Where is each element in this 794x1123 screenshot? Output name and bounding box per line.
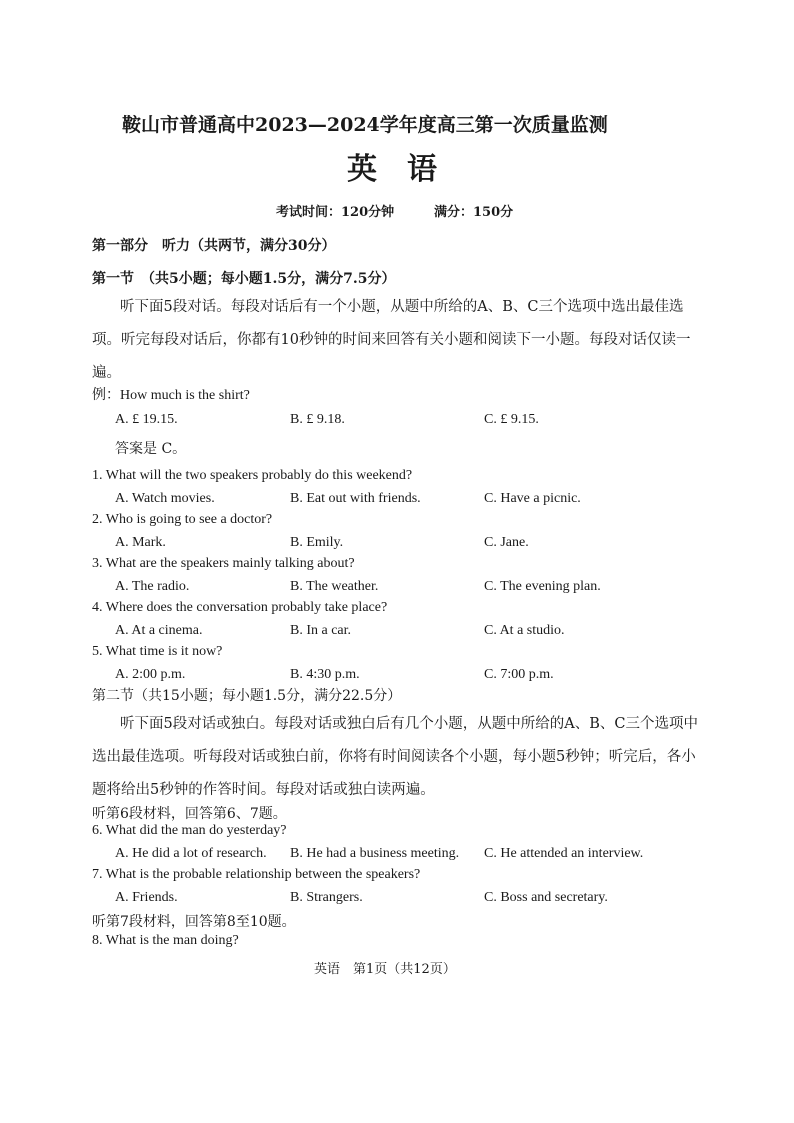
q1-option-a: A. Watch movies.: [115, 491, 215, 506]
q7-option-a: A. Friends.: [115, 890, 178, 905]
q1-option-b: B. Eat out with friends.: [290, 491, 421, 506]
material-7-note: 听第7段材料，回答第8至10题。: [92, 914, 296, 930]
q3-option-b: B. The weather.: [290, 579, 379, 594]
material-6-note: 听第6段材料，回答第6、7题。: [92, 806, 287, 822]
example-option-a: A. £ 19.15.: [115, 412, 178, 427]
question-3: 3. What are the speakers mainly talking about?: [92, 556, 355, 571]
q5-option-c: C. 7:00 p.m.: [484, 667, 554, 682]
question-6: 6. What did the man do yesterday?: [92, 823, 287, 838]
q6-option-b: B. He had a business meeting.: [290, 846, 460, 861]
page-footer: 英语 第1页（共12页）: [314, 962, 456, 977]
question-8: 8. What is the man doing?: [92, 933, 239, 948]
subject-title: 英语: [347, 152, 467, 187]
section2-instruction: 听下面5段对话或独白。每段对话或独白后有几个小题，从题中所给的A、B、C三个选项中选出最佳选项。听每段对话或独白前，你将有时间阅读各个小题，每小题5秒钟；听完后，各小题将给出5秒钟的作答时间。每段对话或独白读两遍。: [92, 716, 698, 798]
q7-option-b: B. Strangers.: [290, 890, 363, 905]
section2-heading: 第二节（共15小题；每小题1.5分，满分22.5分）: [92, 688, 402, 704]
example-option-b: B. £ 9.18.: [290, 412, 345, 427]
q3-option-a: A. The radio.: [115, 579, 190, 594]
q2-option-b: B. Emily.: [290, 535, 344, 550]
q1-option-c: C. Have a picnic.: [484, 491, 581, 506]
q2-option-c: C. Jane.: [484, 535, 529, 550]
question-2: 2. Who is going to see a doctor?: [92, 512, 273, 527]
q6-option-a: A. He did a lot of research.: [115, 846, 267, 861]
q7-option-c: C. Boss and secretary.: [484, 890, 608, 905]
full-score: 满分：150分: [434, 205, 514, 220]
q4-option-a: A. At a cinema.: [115, 623, 203, 638]
q4-option-b: B. In a car.: [290, 623, 352, 638]
q3-option-c: C. The evening plan.: [484, 579, 601, 594]
q2-option-a: A. Mark.: [115, 535, 166, 550]
q6-option-c: C. He attended an interview.: [484, 846, 644, 861]
section1-instruction: 听下面5段对话。每段对话后有一个小题，从题中所给的A、B、C三个选项中选出最佳选项。听完每段对话后，你都有10秒钟的时间来回答有关小题和阅读下一小题。每段对话仅读一遍。: [92, 299, 691, 381]
example-option-c: C. £ 9.15.: [484, 412, 539, 427]
section1-heading: 第一节 （共5小题；每小题1.5分，满分7.5分）: [92, 271, 396, 287]
q5-option-a: A. 2:00 p.m.: [115, 667, 186, 682]
example-answer: 答案是 C。: [115, 441, 187, 457]
question-7: 7. What is the probable relationship between the speakers?: [92, 867, 421, 882]
q4-option-c: C. At a studio.: [484, 623, 565, 638]
question-5: 5. What time is it now?: [92, 644, 223, 659]
question-1: 1. What will the two speakers probably do this weekend?: [92, 468, 413, 483]
example-question: 例：How much is the shirt?: [92, 388, 250, 403]
part1-heading: 第一部分 听力（共两节，满分30分）: [92, 238, 336, 254]
q5-option-b: B. 4:30 p.m.: [290, 667, 360, 682]
question-4: 4. Where does the conversation probably take place?: [92, 600, 388, 615]
exam-title: 鞍山市普通高中2023—2024学年度高三第一次质量监测: [122, 114, 608, 136]
exam-time: 考试时间：120分钟: [276, 205, 395, 220]
